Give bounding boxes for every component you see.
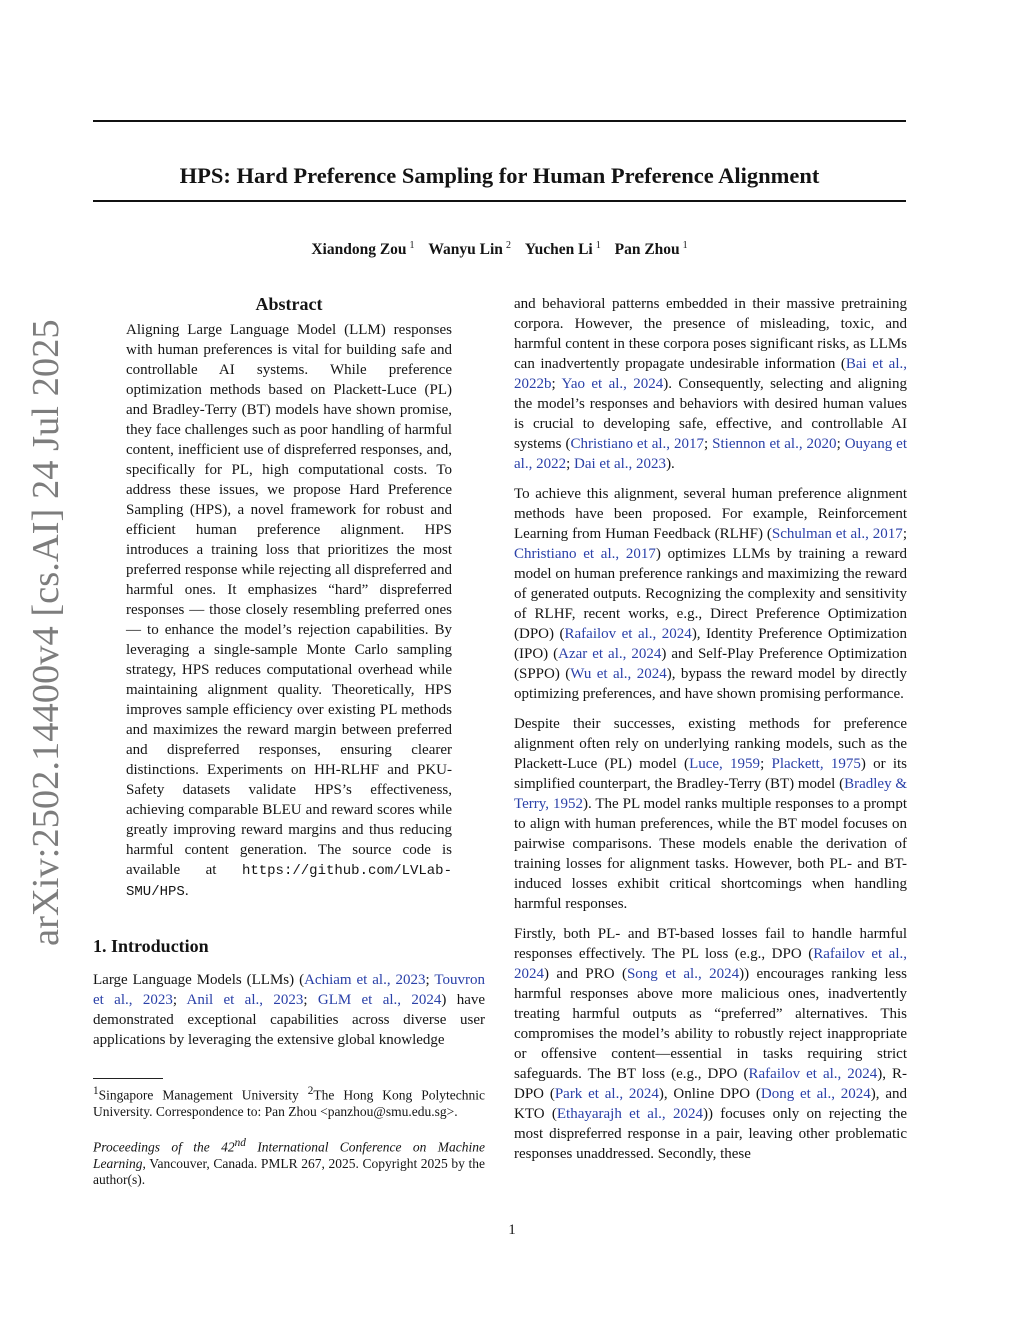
author: Xiandong Zou $^1$ bbox=[311, 240, 415, 259]
abstract-body bbox=[126, 320, 452, 902]
paper-title: HPS: Hard Preference Sampling for Human Preference Alignment bbox=[179, 163, 820, 189]
author: Yuchen Li $^1$ bbox=[524, 240, 601, 259]
proceedings-note: Proceedings of the 42nd International Conference on Machine Learning, Vancouver, Canada. PMLR 267, 2025. Copyright 2025 by the author(s). bbox=[93, 1136, 485, 1187]
intro-paragraph-2: To achieve this alignment, several human preference alignment methods have been proposed. For example, Reinforcement Learning from Human Feedback (RLHF) (Schulman et al., 2017; Christiano et al., 2017) optimizes LLMs by training a reward model on human preference rankings and maximizing the reward of generated outputs. Recognizing the complexity and sensitivity of RLHF, recent works, e.g., Direct Preference Optimization (DPO) (Rafailov et al., 2024), Identity Preference Optimization (IPO) (Azar et al., 2024) and Self-Play Preference Optimization (SPPO) (Wu et al., 2024), bypass the reward model by directly optimizing preferences, and have shown promising performance. bbox=[514, 486, 908, 702]
citation-link[interactable]: Touvron et al., 2023 bbox=[93, 972, 485, 1008]
footnotes bbox=[93, 1078, 485, 1189]
title-top-rule bbox=[93, 120, 906, 122]
citation-link[interactable]: Dong et al., 2024 bbox=[760, 1086, 871, 1102]
author-list bbox=[93, 236, 906, 260]
citation-link[interactable]: Stiennon et al., 2020 bbox=[712, 436, 837, 452]
citation-link[interactable]: Schulman et al., 2017 bbox=[771, 526, 903, 542]
citation-link[interactable]: Christiano et al., 2017 bbox=[570, 436, 705, 452]
citation-link[interactable]: Anil et al., 2023 bbox=[186, 992, 304, 1008]
intro-paragraph-1: Large Language Models (LLMs) (Achiam et al., 2023; Touvron et al., 2023; Anil et al., 2023; GLM et al., 2024) have demonstrated exceptional capabilities across diverse user applications by leveraging the extensive global knowledge bbox=[93, 972, 486, 1048]
citation-link[interactable]: GLM et al., 2024 bbox=[317, 992, 442, 1008]
citation-link[interactable]: Bai et al., 2022b bbox=[514, 356, 908, 392]
citation-link[interactable]: Bradley & Terry, 1952 bbox=[514, 776, 907, 812]
citation-link[interactable]: Song et al., 2024 bbox=[626, 966, 740, 982]
intro-paragraph-3: Despite their successes, existing methods for preference alignment often rely on underlying ranking models, such as the Plackett-Luce (PL) model (Luce, 1959; Plackett, 1975) or its simplified counterpart, the Bradley-Terry (BT) model (Bradley & Terry, 1952). The PL model ranks multiple responses to a prompt to align with human preferences, while the BT model focuses on pairwise comparisons. These models enable the derivation of training losses for alignment tasks. However, both PL- and BT-induced losses exhibit critical shortcomings when handling harmful responses. bbox=[514, 716, 908, 912]
citation-link[interactable]: Rafailov et al., 2024 bbox=[748, 1066, 878, 1082]
author: Pan Zhou $^1$ bbox=[614, 240, 688, 259]
citation-link[interactable]: Rafailov et al., 2024 bbox=[514, 946, 907, 982]
code-link[interactable]: https://github.com/LVLab-SMU/HPS bbox=[126, 863, 452, 900]
intro-paragraph-4: Firstly, both PL- and BT-based losses fail to handle harmful responses effectively. The PL loss (e.g., DPO (Rafailov et al., 2024) and PRO (Song et al., 2024)) encourages ranking less harmful responses above more malicious ones, inadvertently treating harmful outputs as “preferred” alternatives. This compromises the model’s ability to robustly reject inappropriate or offensive content—essential in tasks requiring strict safeguards. The BT loss (e.g., DPO (Rafailov et al., 2024), R-DPO (Park et al., 2024), Online DPO (Dong et al., 2024), and KTO (Ethayarajh et al., 2024)) focuses only on rejecting the most dispreferred response in a pair, leaving other problematic responses unaddressed. Secondly, these bbox=[514, 926, 907, 1162]
footnote-rule bbox=[93, 1078, 163, 1079]
citation-link[interactable]: Rafailov et al., 2024 bbox=[564, 626, 692, 642]
author: Wanyu Lin $^2$ bbox=[428, 240, 511, 259]
citation-link[interactable]: Dai et al., 2023 bbox=[574, 456, 667, 472]
citation-link[interactable]: Ouyang et al., 2022 bbox=[514, 436, 907, 472]
title-bottom-rule bbox=[93, 200, 906, 202]
citation-link[interactable]: Luce, 1959 bbox=[689, 756, 761, 772]
citation-link[interactable]: Wu et al., 2024 bbox=[570, 666, 667, 682]
right-column bbox=[514, 294, 907, 1174]
page-number: 1 bbox=[508, 1222, 516, 1238]
citation-link[interactable]: Plackett, 1975 bbox=[771, 756, 861, 772]
abstract-heading: Abstract bbox=[255, 294, 323, 314]
affiliation-footnote: $^1$Singapore Management University $^2$The Hong Kong Polytechnic University. Correspondence to: Pan Zhou <panzhou@smu.edu.sg>. bbox=[93, 1085, 485, 1119]
abstract-paragraph: Aligning Large Language Model (LLM) responses with human preferences is vital for building safe and controllable AI systems. While preference optimization methods based on Plackett-Luce (PL) and Bradley-Terry (BT) models have shown promise, they face challenges such as poor handling of harmful content, inefficient use of dispreferred responses, and, specifically for PL, high computational costs. To address these issues, we propose Hard Preference Sampling (HPS), a novel framework for robust and efficient human preference alignment. HPS introduces a training loss that prioritizes the most preferred response while rejecting all dispreferred and harmful ones. It emphasizes “hard” dispreferred responses — those closely resembling preferred ones — to enhance the model’s rejection capabilities. By leveraging a single-sample Monte Carlo sampling strategy, HPS reduces computational overhead while maintaining alignment quality. Theoretically, HPS improves sample efficiency over existing PL methods and maximizes the reward margin between preferred and dispreferred responses, ensuring clearer distinctions. Experiments on HH-RLHF and PKU-Safety datasets validate HPS’s effectiveness, achieving comparable BLEU and reward scores while greatly improving reward margins and thus reducing harmful content generation. The source code is available at https://github.com/LVLab-SMU/HPS. bbox=[126, 322, 452, 900]
citation-link[interactable]: Christiano et al., 2017 bbox=[514, 546, 656, 562]
citation-link[interactable]: Park et al., 2024 bbox=[554, 1086, 659, 1102]
intro-paragraph-1-continued: and behavioral patterns embedded in their massive pretraining corpora. However, the presence of misleading, toxic, and harmful content in these corpora poses significant risks, as LLMs can inadvertently propagate undesirable information (Bai et al., 2022b; Yao et al., 2024). Consequently, selecting and aligning the model’s responses and behaviors with desired human values is crucial to developing safe, effective, and controllable AI systems (Christiano et al., 2017; Stiennon et al., 2020; Ouyang et al., 2022; Dai et al., 2023). bbox=[514, 296, 908, 472]
left-column bbox=[93, 292, 485, 1060]
introduction-heading: 1. Introduction bbox=[93, 936, 209, 956]
arxiv-identifier-stamp: arXiv:2502.14400v4 [cs.AI] 24 Jul 2025 bbox=[25, 319, 67, 946]
citation-link[interactable]: Ethayarajh et al., 2024 bbox=[556, 1106, 703, 1122]
citation-link[interactable]: Azar et al., 2024 bbox=[558, 646, 662, 662]
citation-link[interactable]: Achiam et al., 2023 bbox=[304, 972, 426, 988]
citation-link[interactable]: Yao et al., 2024 bbox=[561, 376, 664, 392]
